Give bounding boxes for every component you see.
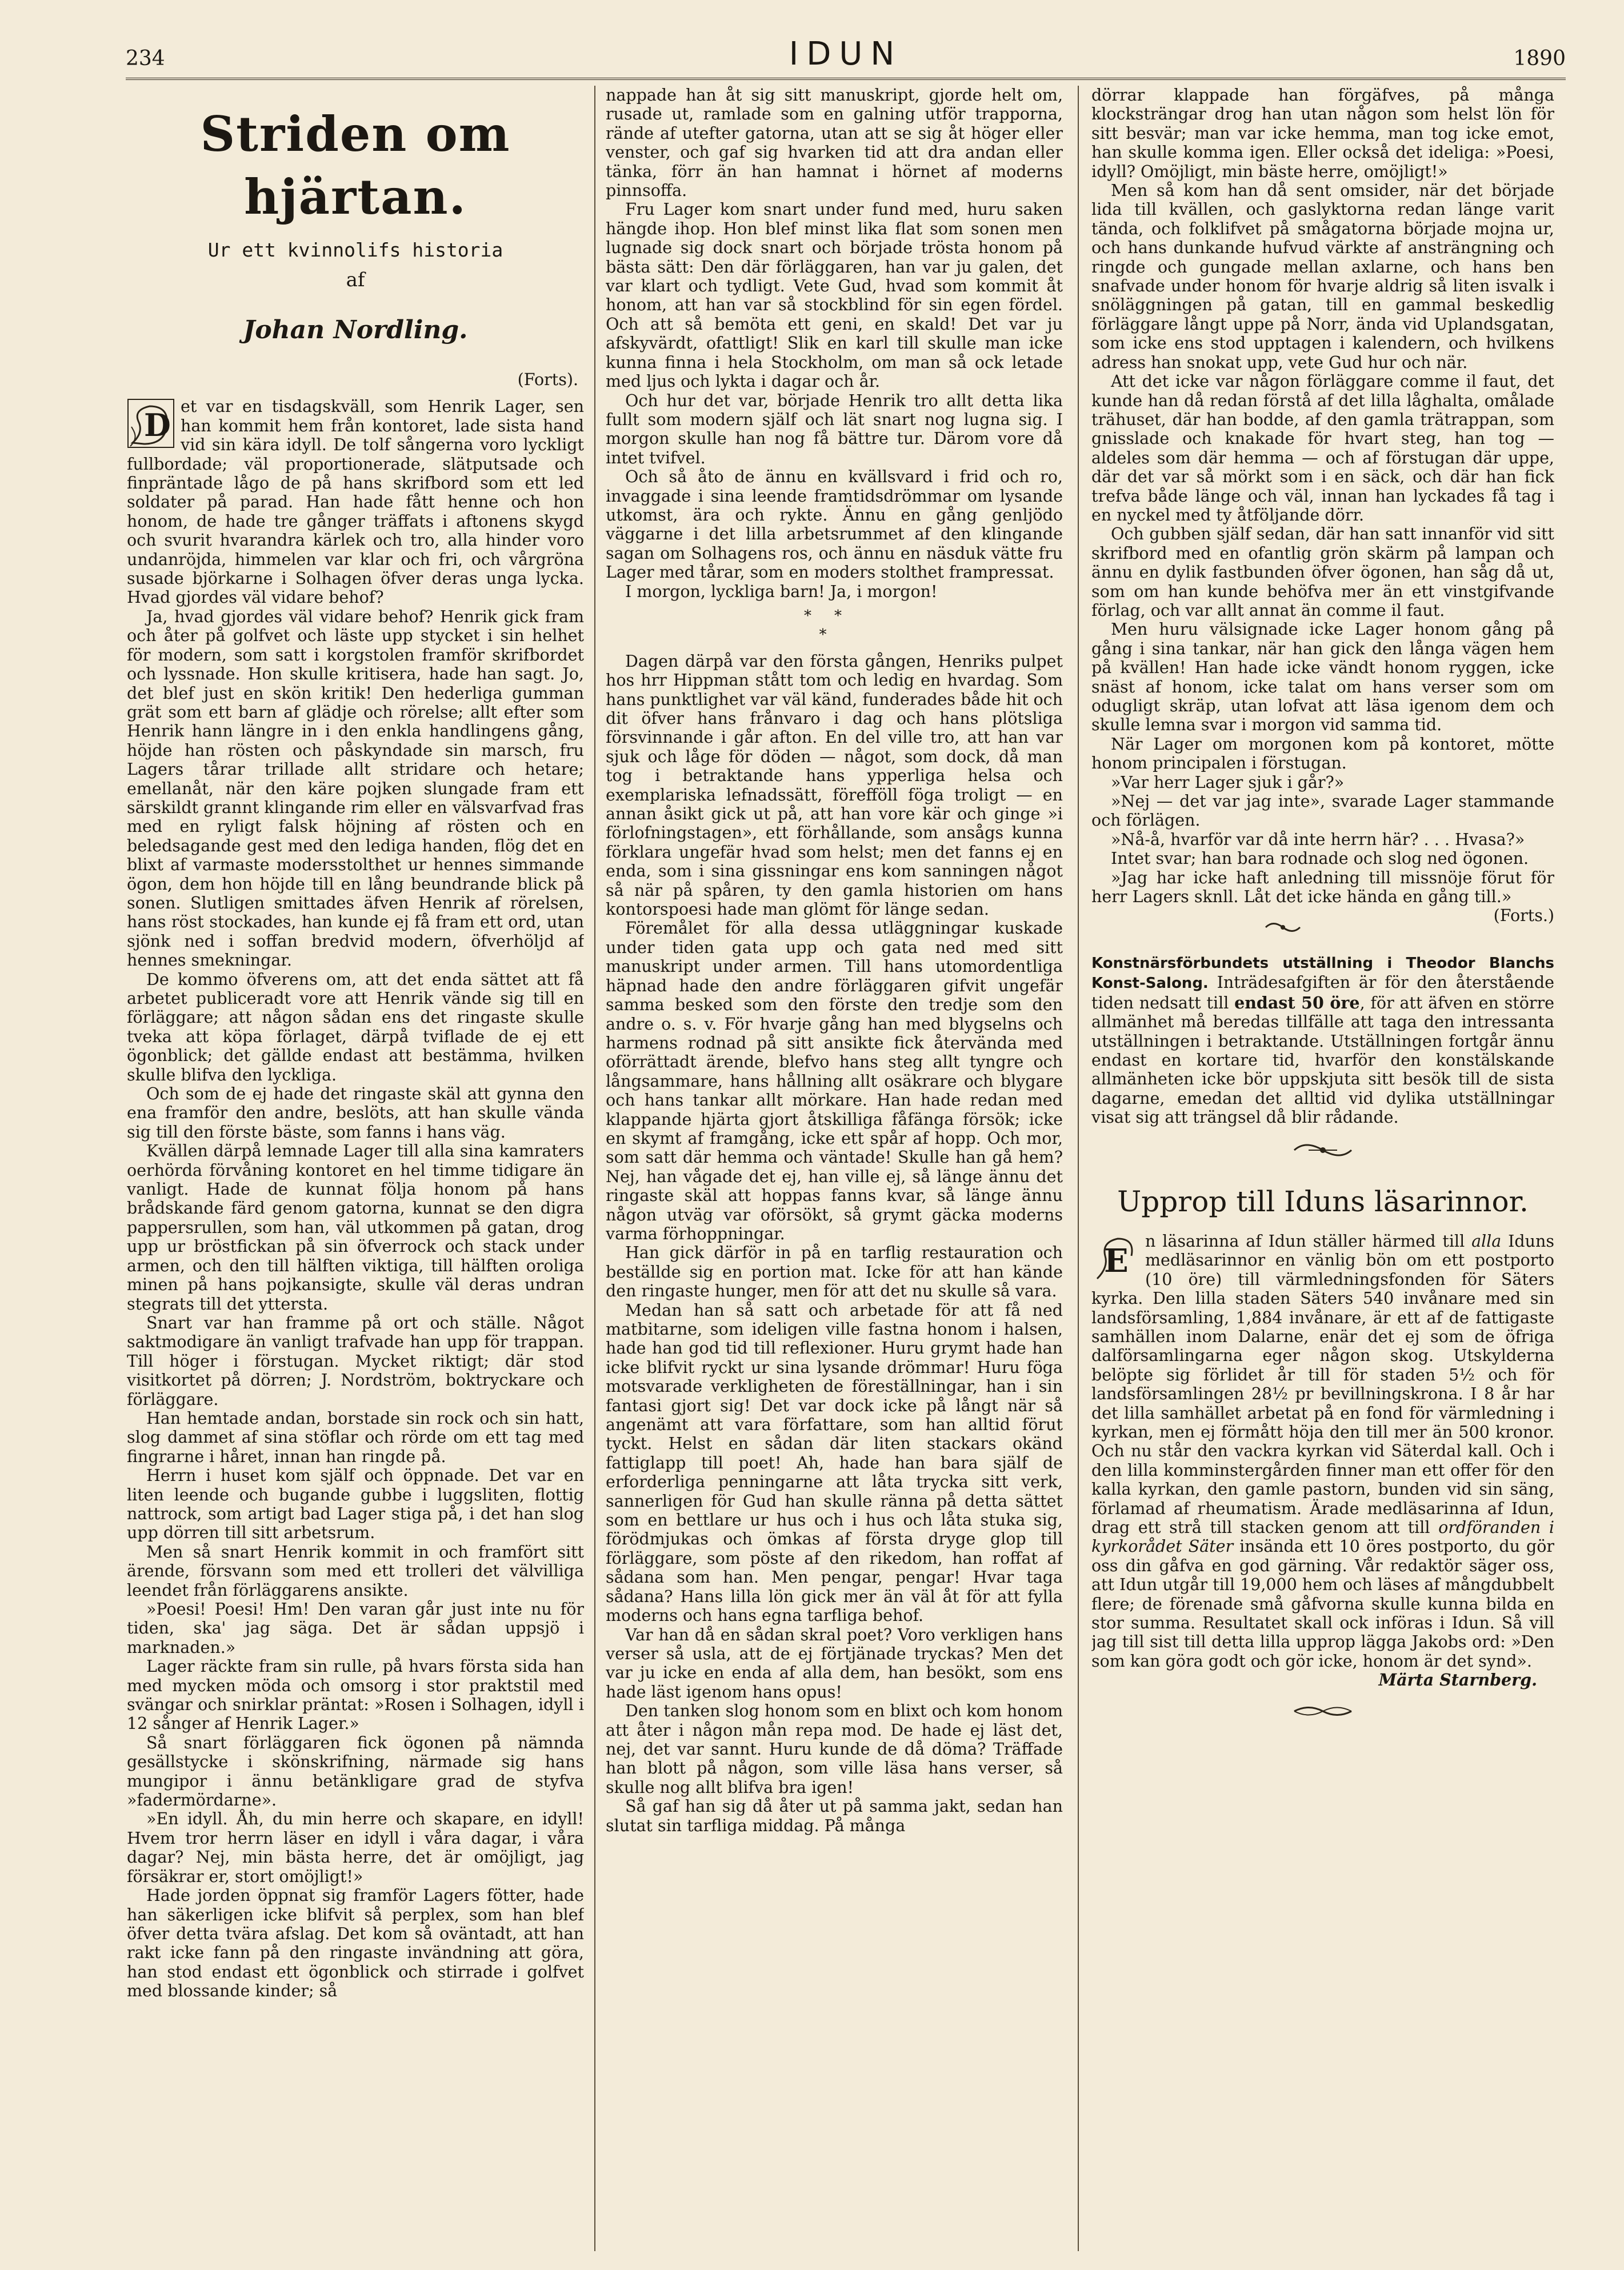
paragraph: Men huru välsignade icke Lager honom gång på gång i sina tankar, när han gick den långa vägen hem på kvällen! Han hade icke vändt honom ryggen, icke snäst af honom, icke talat om hans verser som om odugligt skräp, utan lofvat att läsa igenom dem och skulle lemna svar i morgon vid samma tid.: [1091, 620, 1554, 735]
paragraph: Men så kom han då sent omsider, när det började lida till kvällen, och gaslyktorna redan länge varit tända, och folklifvet på smågatorna började mojna ur, och hans dunkande hufvud värkte af ansträngning och ringde och gungade mellan axlarne, och hans ben snafvade under honom för hvarje aldrig så liten isvalk i snöläggningen på gatan, till en gammal beskedlig förläggare långt uppe på Norr, ända vid Uplandsgatan, som icke ens stod upptagen i kalendern, och hvilkens adress han snokat upp, vete Gud hur och när.: [1091, 181, 1554, 372]
notice-price: endast 50 öre: [1234, 992, 1360, 1012]
paragraph: Så snart förläggaren fick ögonen på nämnda gesällstycke i skönskrifning, närmade sig hans mungipor i ännu betänkligare grad de styfva »fadermördarne».: [127, 1733, 584, 1810]
article-subtitle: Ur ett kvinnolifs historia: [207, 239, 503, 261]
continued-note: (Forts).: [517, 370, 578, 389]
article-title: Striden om hjärtan.: [200, 106, 511, 225]
paragraph: Så gaf han sig då åter ut på samma jakt, sedan han slutat sin tarfliga middag. På många: [606, 1797, 1063, 1835]
paragraph: et var en tisdagskväll, som Henrik Lager, sen han kommit hem från kontoret, lade sista hand vid sin kära idyll. De tolf sångerna voro lyckligt fullbordade; väl proportionerade, slätputsade och finpräntade lågo de på hans skrifbord som ett led soldater på parad. Han hade fått henne och hon honom, de hade tre gånger träffats i aftonens skygd och svurit hvarandra kärlek och tro, alla hinder voro undanröjda, himmelen var klar och fri, och vårgröna susade björkarne i Solhagen öfver deras unga lycka. Hvad gjordes väl vidare behof?: [127, 397, 584, 607]
page-number: 234: [126, 47, 165, 70]
paragraph: Lager räckte fram sin rulle, på hvars första sida han med mycken möda och omsorg i stor praktstil med svängar och snirklar präntat: »Rosen i Solhagen, idyll i 12 sånger af Henrik Lager.»: [127, 1657, 584, 1733]
paragraph: Men så snart Henrik kommit in och framfört sitt ärende, försvann som med ett trolleri det välvilliga leendet från förläggarens ansikte.: [127, 1542, 584, 1600]
paragraph: Var han då en sådan skral poet? Voro verkligen hans verser så usla, att de ej förtjänade tryckas? Men det var ju icke en enda af alla dem, han besökt, som ens hade läst igenom hans opus!: [606, 1625, 1063, 1702]
dropcap-d-icon: [127, 398, 175, 449]
paragraph: Ja, hvad gjordes väl vidare behof? Henrik gick fram och åter på golfvet och läste upp stycket i sin helhet för modern, som satt i korgstolen framför skrifbordet och lyssnade. Hon skulle kritisera, hade han sagt. Jo, det blef just en skön kritik! Den hederliga gumman grät som ett barn af glädje och rörelse; allt efter som Henrik hann längre in i den enkla handlingens gång, höjde han rösten och påskyndade sin marsch, fru Lagers tårar trillade allt stridare och hetare; emellanåt, när den käre pojken slungade fram ett särskildt grannt klingande rim eller en välsvarfvad fras med en ryligt falsk höjning af rösten och en beledsagande gest med den lediga handen, flög det en blixt af varmaste modersstolthet ur hennes simmande ögon, dem hon höjde till en lång beundrande blick på sonen. Slutligen smittades äfven Henrik af rörelsen, hans röst stockades, han kunde ej få fram ett ord, utan sjönk ned i soffan bredvid modern, öfverhöljd af hennes smekningar.: [127, 607, 584, 970]
paragraph: Och som de ej hade det ringaste skäl att gynna den ena framför den andre, beslöts, att han skulle vända sig till den förste bäste, som fanns i hans väg.: [127, 1084, 584, 1142]
paragraph: Fru Lager kom snart under fund med, huru saken hängde ihop. Hon blef minst lika flat som sonen men lugnade sig dock snart och började trösta honom på bästa sätt: Den där förläggaren, han var ju galen, det var klart och tydligt. Vete Gud, hvad som kommit åt honom, att han var så stockblind för sin egen fördel. Och att så bemöta ett geni, en skald! Det var ju afskyvärdt, ofattligt! Slik en karl till skulle man icke kunna finna i hela Stockholm, om man så ock letade med ljus och lykta i dagar och år.: [606, 200, 1063, 391]
paragraph: Han gick därför in på en tarflig restauration och beställde sig en portion mat. Icke för att han kände den ringaste hunger, men för att det nu skulle så vara.: [606, 1243, 1063, 1301]
appeal-signature: Märta Starnberg.: [1378, 1670, 1537, 1690]
paragraph: dörrar klappade han förgäfves, på många klocksträngar drog han utan någon som helst lön för sitt besvär; man var icke hemma, man tog icke emot, han skulle komma igen. Eller också det ideliga: »Poesi, idyll? Omöjligt, min bäste herre, omöjligt!»: [1091, 86, 1554, 181]
paragraph: Medan han så satt och arbetade för att få ned matbitarne, som ideligen ville fastna honom i halsen, hade han god tid till reflexioner. Huru grymt hade han icke blifvit ryckt ur sina lysande drömmar! Huru föga motsvarade verkligheten de föreställningar, han i sin fantasi gjort sig! Det var dock icke på långt när så angenämt att vara författare, som han alltid förut tyckt. Helst en sådan där liten stackars okänd fattiglapp till poet! Ah, hade han bara själf de erforderliga penningarne att låta trycka sitt verk, sannerligen för Gud han skulle ränna på detta sättet som en bettlare ur hus och i hus och låta stuka sig, förödmjukas och ömkas af första dryge glop till förläggare, som pöste af den rikedom, han roffat af sådana som han. Men pengar, pengar! Hvar taga sådana? Hans lilla lön gick mer än väl åt för att fylla moderns och hans egna tarfliga behof.: [606, 1300, 1063, 1626]
paragraph: »Var herr Lager sjuk i går?»: [1111, 772, 1345, 792]
paragraph: De kommo öfverens om, att det enda sättet att få arbetet publiceradt vore att Henrik vände sig till en förläggare; att någon sådan ens det ringaste skulle tveka att köpa förlaget, därpå tviflade de ej ett ögonblick; det gällde endast att bestämma, hvilken skulle blifva den lyckliga.: [127, 970, 584, 1084]
continued-marker: (Forts.): [1493, 906, 1554, 926]
page-header: [126, 35, 1566, 75]
article-author: Johan Nordling.: [243, 315, 468, 345]
dropcap-letter: E: [1104, 1242, 1129, 1280]
paragraph: »Nej — det var jag inte», svarade Lager stammande och förlägen.: [1091, 792, 1554, 830]
column-3: [1091, 86, 1554, 2257]
dropcap-e-icon: [1091, 1233, 1139, 1283]
paragraph: Han hemtade andan, borstade sin rock och sin hatt, slog dammet af sina stöflar och rörde om ett tag med fingrarne i håret, innan han ringde på.: [127, 1408, 584, 1466]
paragraph: När Lager om morgonen kom på kontoret, mötte honom principalen i förstugan.: [1091, 734, 1554, 773]
flourish-icon: [1291, 1703, 1354, 1720]
paragraph: »Nå-å, hvarför var då inte herrn här? . . . Hvasa?»: [1111, 830, 1525, 849]
appeal-text-part: n läsarinna af Idun ställer härmed till: [1145, 1231, 1472, 1251]
column-1: [127, 86, 584, 2257]
column-divider: [594, 86, 595, 2251]
ornament-icon: [1091, 1140, 1554, 1164]
notice-text: Inträdesafgiften är för den återstående tiden nedsatt till: [1091, 973, 1554, 1012]
paragraph: Hade jorden öppnat sig framför Lagers fötter, hade han säkerligen icke blifvit så perplex, som han blef öfver detta tvära afslag. Det kom så oväntadt, att han rakt icke fann på den ringaste invändning att göra, han stod endast ett ögonblick och stirrade i golfvet med blossande kinder; så: [127, 1886, 584, 2001]
paragraph: Föremålet för alla dessa utläggningar kuskade under tiden gata upp och gata ned med sitt manuskript under armen. Till hans utomordentliga häpnad hade den andre förläggaren gifvit ungefär samma besked som den förste den tredje som den andre o. s. v. För hvarje gång han med blygselns och harmens rodnad på sitt ansikte fick återvända med oförrättadt ärende, blefvo hans steg allt tyngre och långsammare, hans hållning allt osäkrare och blygare och hans tankar allt mörkare. Han hade redan med klappande hjärta gjort åtskilliga fåfänga försök; icke en skymt af framgång, icke ett spår af hopp. Och mor, som satt där hemma och väntade! Skulle han gå hem? Nej, han vågade det ej, han ville ej, så länge ännu det ringaste skäl att hoppas fanns kvar, så länge ännu någon utväg var oförsökt, så grymt gäcka moderns varma förhoppningar.: [606, 919, 1063, 1243]
star: *: [804, 607, 834, 624]
exhibition-notice: [1091, 953, 1554, 1127]
star: *: [819, 626, 850, 644]
appeal-text-part: Iduns medläsarinnor en vänlig bön om ett postporto (10 öre) till värmledningsfonden för Säters kyrka. Den lilla staden Säters 540 invånare med sin landsförsamling, 1,884 invånare, är ett af de fattigaste samhällen inom Dalarne, enär det ej som de öfriga dalförsamlingarna eger någon skog. Utskylderna belöpte sig förlidet år till för staden 5½ och för landsförsamlingen 28½ pr bevillningskrona. I 8 år har det lilla samhället arbetat på en fond för värmledning i kyrkan, men ej förmått höja den till mer än 500 kronor. Och nu står den vackra kyrkan vid Säterdal kall. Och i den lilla komminstergården finner man ett offer för den kalla kyrkan, den gamle pastorn, bunden vid sin säng, förlamad af rheumatism. Ärade medläsarinna af Idun, drag ett strå till stacken genom att till: [1091, 1231, 1554, 1538]
header-rule: [126, 78, 1566, 80]
section-break: [606, 607, 1063, 645]
notice-text: , för att äfven en större allmänhet må beredas tillfälle att taga den intressanta utställningen i betraktande. Utställningen fortgår ännu endast en kortare tid, hvarför den konstälskande allmänheten icke bör uppskjuta sitt besök till de sista dagarne, emedan det alltid vid dylika utställningar visat sig att trängsel då blir rådande.: [1091, 993, 1554, 1127]
paragraph: [1091, 868, 1554, 926]
byline-af: af: [346, 269, 365, 291]
star: *: [834, 607, 865, 624]
paragraph: Och hur det var, började Henrik tro allt detta lika fullt som modern själf och lät snart nog lugna sig. I morgon skulle han nog få bättre tur. Därom vore då intet tvifvel.: [606, 391, 1063, 467]
column-2: [606, 86, 1063, 2257]
paragraph: Herrn i huset kom själf och öppnade. Det var en liten leende och bugande gubbe i luggsliten, flottig nattrock, som artigt bad Lager stiga på, i det han slog upp dörren till sitt arbetsrum.: [127, 1466, 584, 1543]
notice-heading: Konstnärsförbundets utställning i Theodor Blanchs Konst-Salong.: [1091, 954, 1554, 992]
year: 1890: [1513, 47, 1566, 70]
paragraph: »Poesi! Poesi! Hm! Den varan går just inte nu för tiden, ska' jag säga. Det är sådan uppsjö i marknaden.»: [127, 1600, 584, 1657]
flourish-icon: [1291, 1140, 1354, 1160]
paragraph: Att det icke var någon förläggare comme il faut, det kunde han då redan förstå af det lilla låghalta, omålade trähuset, där han bodde, af den gamla trätrappan, som gnisslade och knakade för hvart steg, han tog — aldeles som där hemma — och af förstugan där uppe, där det var så mörkt som i en säck, och där han fick trefva både länge och väl, innan han lyckades få tag i en nyckel med ty åtföljande dörr.: [1091, 372, 1554, 525]
appeal-emphasis: alla: [1471, 1231, 1502, 1251]
paragraph: »En idyll. Åh, du min herre och skapare, en idyll! Hvem tror herrn läser en idyll i våra dagar, i våra dagar? Nej, min bästa herre, det är omöjligt, jag försäkrar er, stort omöjligt!»: [127, 1809, 584, 1886]
paragraph: Dagen därpå var den första gången, Henriks pulpet hos hrr Hippman stått tom och ledig en hvardag. Som hans punktlighet var väl känd, funderades både hit och dit öfver hans frånvaro i dag och hans plötsliga försvinnande i går afton. En del ville tro, att han var sjuk och låge för döden — något, som dock, då man tog i betraktande hans ypperliga helsa och exemplariska lefnadssätt, förefföll föga troligt — en annan åsikt gick ut på, att han vore kär och ginge »i förlofningstagen», ett förhållande, som ansågs kunna förklara ungefär hvad som helst; men det fanns ej en enda, som i sina gissningar ens kom sanningen något så när på spåren, ty den gamla historien om hans kontorspoesi hade man glömt för länge sedan.: [606, 651, 1063, 919]
dropcap-letter: D: [144, 407, 171, 444]
appeal-emphasis: ordföranden i kyrkorådet Säter: [1091, 1518, 1554, 1556]
paragraph: nappade han åt sig sitt manuskript, gjorde helt om, rusade ut, ramlade som en galning utför trapporna, rände af utefter gatorna, utan att se sig åt höger eller venster, och gaf sig hvarken tid att dra andan eller tänka, förr än han hamnat i hörnet af moderns pinnsoffa.: [606, 86, 1063, 201]
paragraph: Och så åto de ännu en kvällsvard i frid och ro, invaggade i sina leende framtidsdrömmar om lysande utkomst, ära och rykte. Ännu en gång genljödo väggarne i det lilla arbetsrummet af den klingande sagan om Solhagens ros, och ännu en näsduk vätte fru Lager med tårar, som en moders stolthet frampressat.: [606, 467, 1063, 582]
paragraph: Den tanken slog honom som en blixt och kom honom att åter i någon mån repa mod. De hade ej läst det, nej, det var sannt. Huru kunde de då döma? Träffade han blott på någon, som ville läsa hans verser, så skulle nog allt blifva bra igen!: [606, 1702, 1063, 1797]
flourish-icon: [1263, 919, 1303, 936]
paragraph: Intet svar; han bara rodnade och slog ned ögonen.: [1111, 849, 1529, 868]
ornament-icon: [1091, 1703, 1554, 1724]
paragraph-text: »Jag har icke haft anledning till missnöje förut för herr Lagers sknll. Låt det icke hända en gång till.»: [1091, 868, 1554, 907]
paragraph: I morgon, lyckliga barn! Ja, i morgon!: [625, 582, 938, 601]
appeal-text: [1091, 1232, 1554, 1671]
paragraph: Snart var han framme på ort och ställe. Något saktmodigare än vanligt trafvade han upp för trappan. Till höger i förstugan. Mycket riktigt; där stod visitkortet på dörren; J. Nordström, boktryckare och förläggare.: [127, 1313, 584, 1409]
appeal-text-part: insända ett 10 öres postporto, du gör oss din gåfva en god gärning. Vår redaktör säger oss, att Idun utgår till 19,000 hem och läses af mångdubbelt flere; de förenade små gåfvorna skulle kunna bilda en stor summa. Resultatet skall ock införas i Idun. Så vill jag till sist till detta lilla upprop lägga Jakobs ord: »Den som kan göra godt och gör icke, honom är det synd».: [1091, 1537, 1554, 1671]
masthead: IDUN: [789, 35, 903, 73]
appeal-title: Upprop till Iduns läsarinnor.: [1117, 1184, 1529, 1218]
column-divider: [1078, 86, 1079, 2251]
paragraph: Kvällen därpå lemnade Lager till alla sina kamraters oerhörda förvåning kontoret en hel timme tidigare än vanligt. Hade de kunnat följa honom på hans brådskande färd genom gatorna, kunnat se den digra pappersrullen, som han, väl utkommen på gatan, drog upp ur bröstfickan på sin öfverrock och stack under armen, och den till hälften viktiga, till hälften oroliga minen på hans pojkansigte, skulle väl deras undran stegrats till det yttersta.: [127, 1142, 584, 1314]
paragraph: Och gubben själf sedan, där han satt innanför vid sitt skrifbord med en ofantlig grön skärm på lampan och ännu en dylik fastbunden öfver ögonen, han såg då ut, som om han kunde behöfva mer än ett vinstgifvande förlag, och var allt annat än comme il faut.: [1091, 525, 1554, 620]
